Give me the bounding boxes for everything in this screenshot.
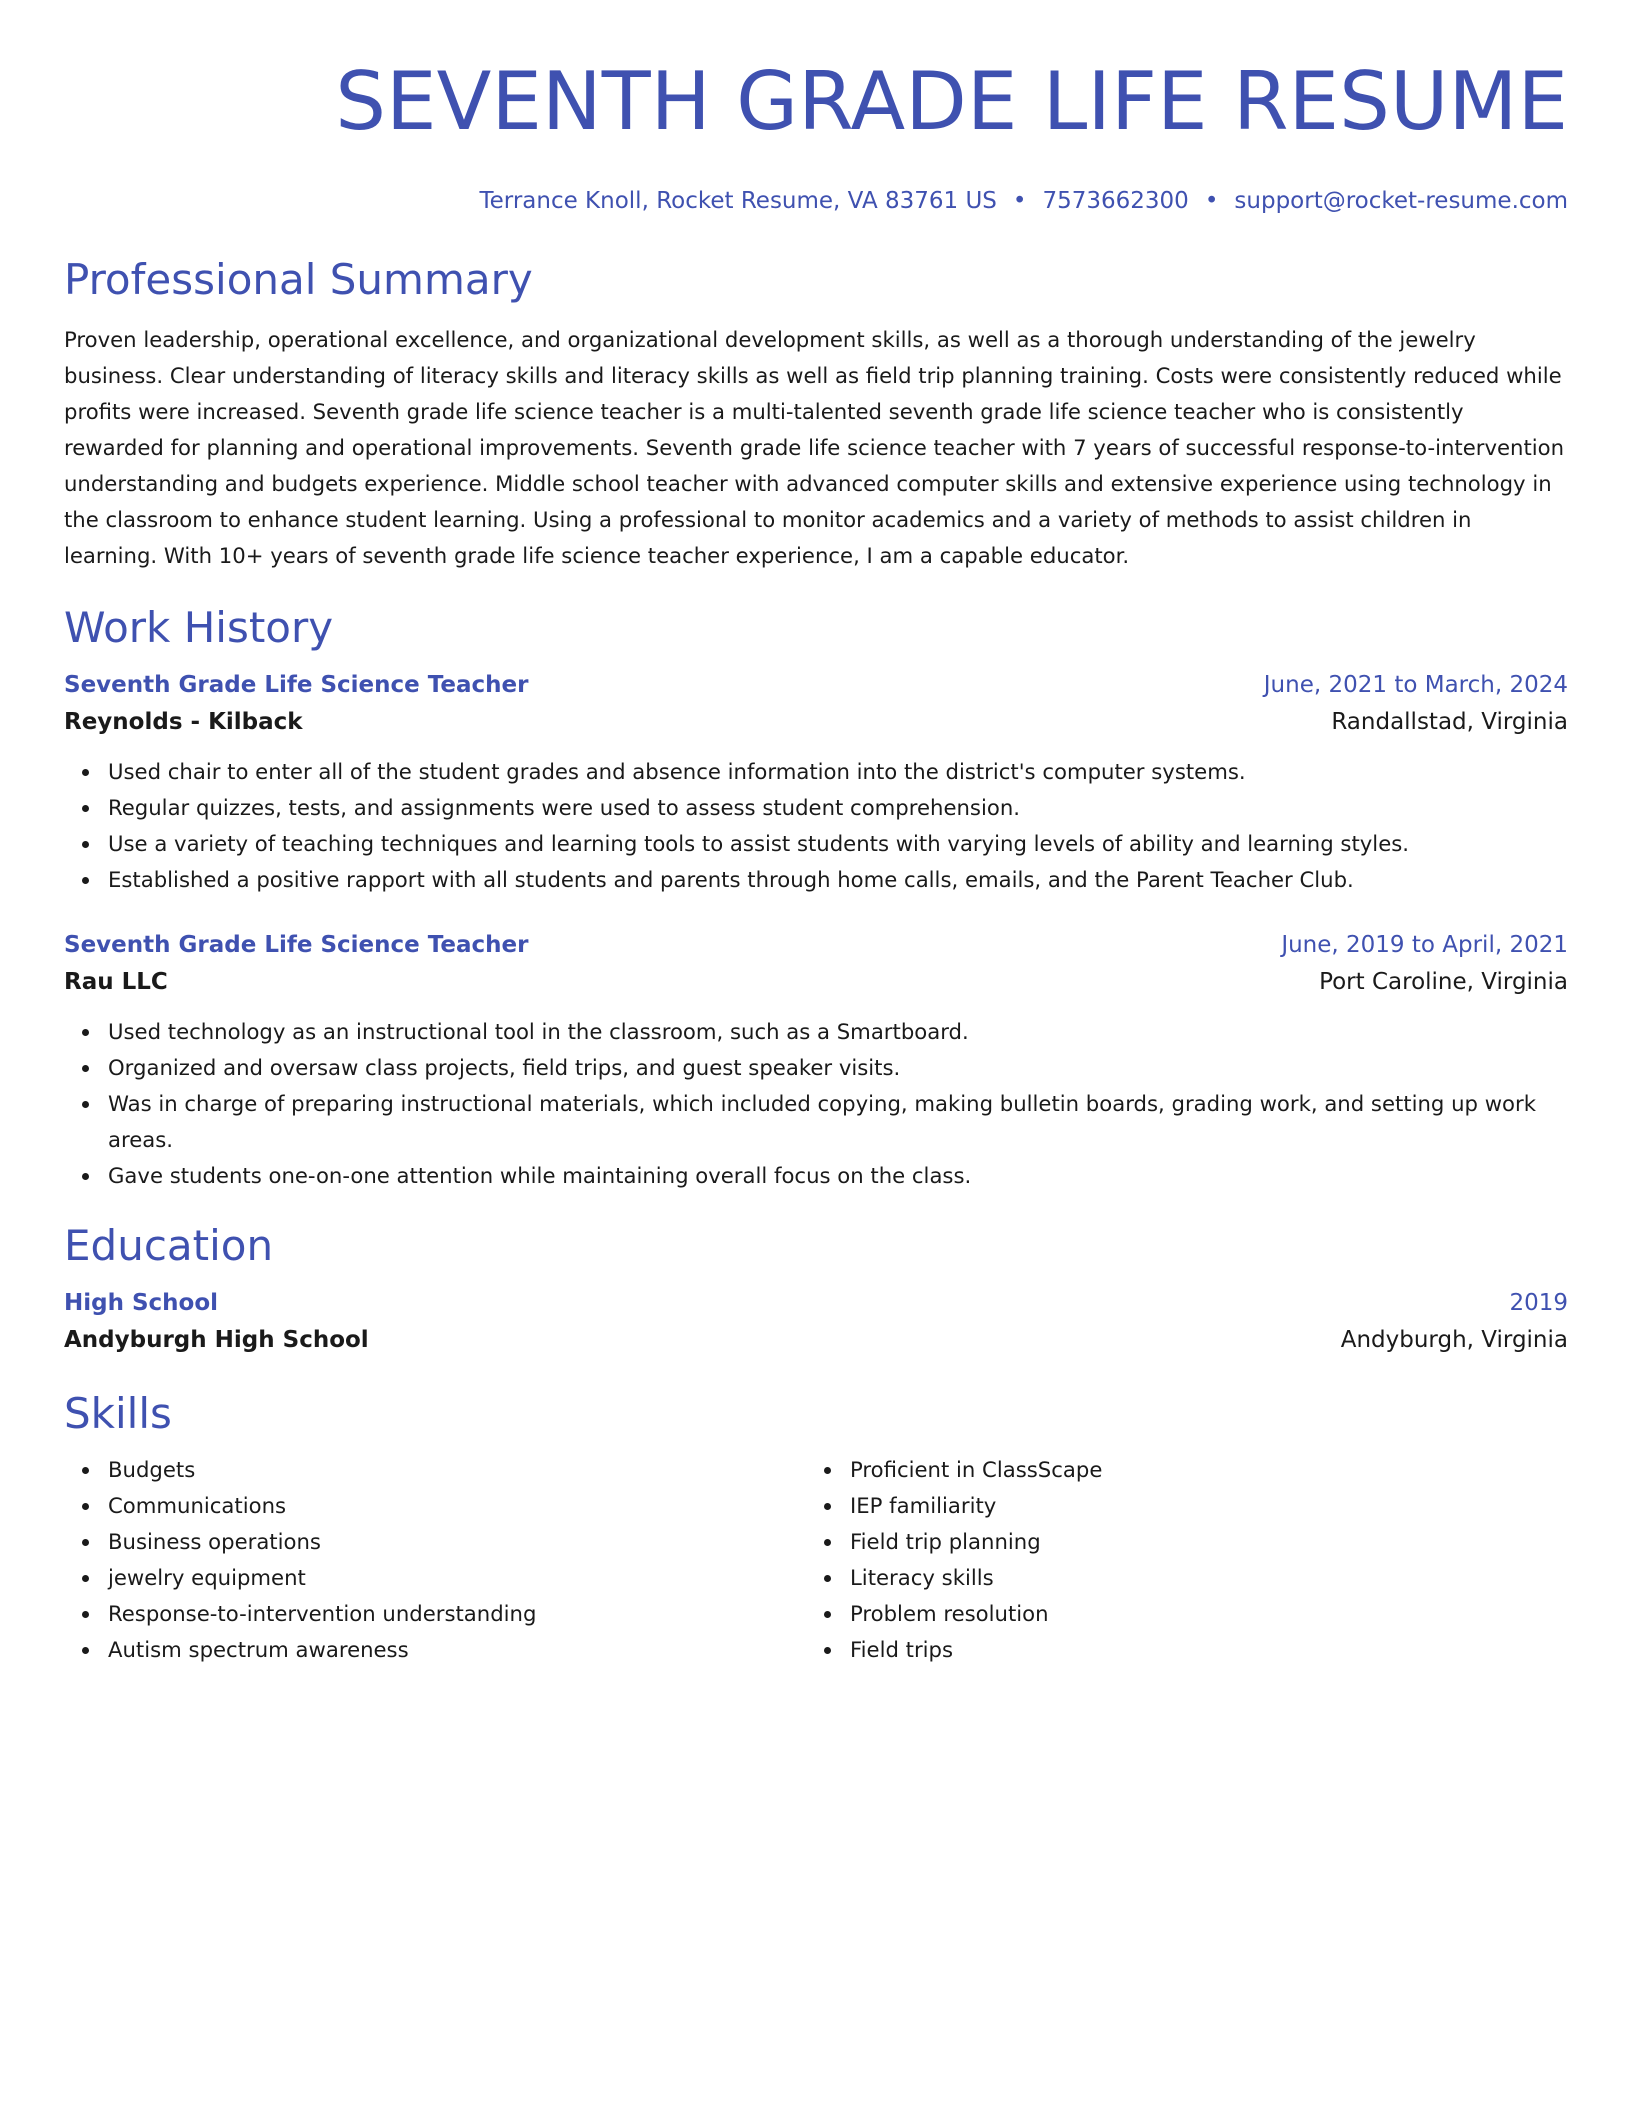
skills-grid — [64, 1452, 1568, 1668]
job-bullet: Use a variety of teaching techniques and learning tools to assist students with varying levels of ability and learning styles. — [108, 826, 1568, 862]
skill-item: Field trips — [850, 1632, 1568, 1668]
job-title: Seventh Grade Life Science Teacher — [64, 672, 529, 698]
education-year: 2019 — [1509, 1290, 1568, 1316]
job-title-row — [64, 668, 1568, 702]
summary-heading: Professional Summary — [64, 255, 533, 304]
job-bullet-list — [64, 754, 1568, 898]
job-bullet: Used chair to enter all of the student grades and absence information into the district's computer systems. — [108, 754, 1568, 790]
job-employer: Rau LLC — [64, 969, 168, 995]
job-location: Port Caroline, Virginia — [1319, 969, 1568, 995]
contact-email: support@rocket-resume.com — [1234, 188, 1568, 214]
summary-text: Proven leadership, operational excellence, and organizational development skills, as well as a thorough understanding of the jewelry business. Clear understanding of literacy skills and literacy skills as well as field trip planning training. Costs were consistently reduced while profits were increased. Seventh grade life science teacher is a multi-talented seventh grade life science teacher who is consistently rewarded for planning and operational improvements. Seventh grade life science teacher with 7 years of successful response-to-intervention understanding and budgets experience. Middle school teacher with advanced computer skills and extensive experience using technology in the classroom to enhance student learning. Using a professional to monitor academics and a variety of methods to assist children in learning. With 10+ years of seventh grade life science teacher experience, I am a capable educator. — [64, 327, 1565, 568]
job-bullet: Used technology as an instructional tool in the classroom, such as a Smartboard. — [108, 1014, 1568, 1050]
job-dates: June, 2021 to March, 2024 — [1263, 672, 1568, 698]
skills-list — [64, 1452, 816, 1668]
job-employer: Reynolds - Kilback — [64, 709, 303, 735]
skills-heading: Skills — [64, 1389, 172, 1438]
skill-item: Autism spectrum awareness — [108, 1632, 816, 1668]
skill-item: Field trip planning — [850, 1524, 1568, 1560]
job-bullet-list — [64, 1014, 1568, 1194]
contact-separator: • — [1012, 188, 1027, 214]
job-entry — [64, 928, 1568, 1194]
contact-phone: 7573662300 — [1042, 188, 1189, 214]
skill-item: Budgets — [108, 1452, 816, 1488]
education-school-row — [64, 1320, 1568, 1360]
skill-item: jewelry equipment — [108, 1560, 816, 1596]
resume-name: SEVENTH GRADE LIFE RESUME — [335, 55, 1568, 148]
contact-separator: • — [1204, 188, 1219, 214]
job-dates: June, 2019 to April, 2021 — [1281, 932, 1568, 958]
job-title: Seventh Grade Life Science Teacher — [64, 932, 529, 958]
skills-column-right — [816, 1452, 1568, 1668]
skill-item: Business operations — [108, 1524, 816, 1560]
skill-item: Problem resolution — [850, 1596, 1568, 1632]
job-bullet: Gave students one-on-one attention while maintaining overall focus on the class. — [108, 1158, 1568, 1194]
education-location: Andyburgh, Virginia — [1340, 1327, 1568, 1353]
job-bullet: Was in charge of preparing instructional materials, which included copying, making bulletin boards, grading work, and setting up work areas. — [108, 1086, 1568, 1158]
job-entry — [64, 668, 1568, 898]
education-school: Andyburgh High School — [64, 1327, 369, 1353]
resume-header — [64, 0, 1568, 216]
skill-item: Communications — [108, 1488, 816, 1524]
job-bullet: Organized and oversaw class projects, field trips, and guest speaker visits. — [108, 1050, 1568, 1086]
skills-list — [816, 1452, 1568, 1668]
contact-address: Terrance Knoll, Rocket Resume, VA 83761 US — [479, 188, 997, 214]
education-degree-row — [64, 1286, 1568, 1320]
education-entry — [64, 1286, 1568, 1360]
job-title-row — [64, 928, 1568, 962]
education-degree: High School — [64, 1290, 219, 1316]
contact-line — [64, 186, 1568, 216]
work-history-heading: Work History — [64, 603, 334, 652]
job-employer-row — [64, 702, 1568, 742]
job-bullet: Established a positive rapport with all students and parents through home calls, emails, and the Parent Teacher Club. — [108, 862, 1568, 898]
skill-item: Literacy skills — [850, 1560, 1568, 1596]
job-employer-row — [64, 962, 1568, 1002]
skills-column-left — [64, 1452, 816, 1668]
skill-item: Response-to-intervention understanding — [108, 1596, 816, 1632]
skill-item: IEP familiarity — [850, 1488, 1568, 1524]
job-bullet: Regular quizzes, tests, and assignments were used to assess student comprehension. — [108, 790, 1568, 826]
education-heading: Education — [64, 1221, 274, 1270]
job-location: Randallstad, Virginia — [1331, 709, 1568, 735]
skill-item: Proficient in ClassScape — [850, 1452, 1568, 1488]
